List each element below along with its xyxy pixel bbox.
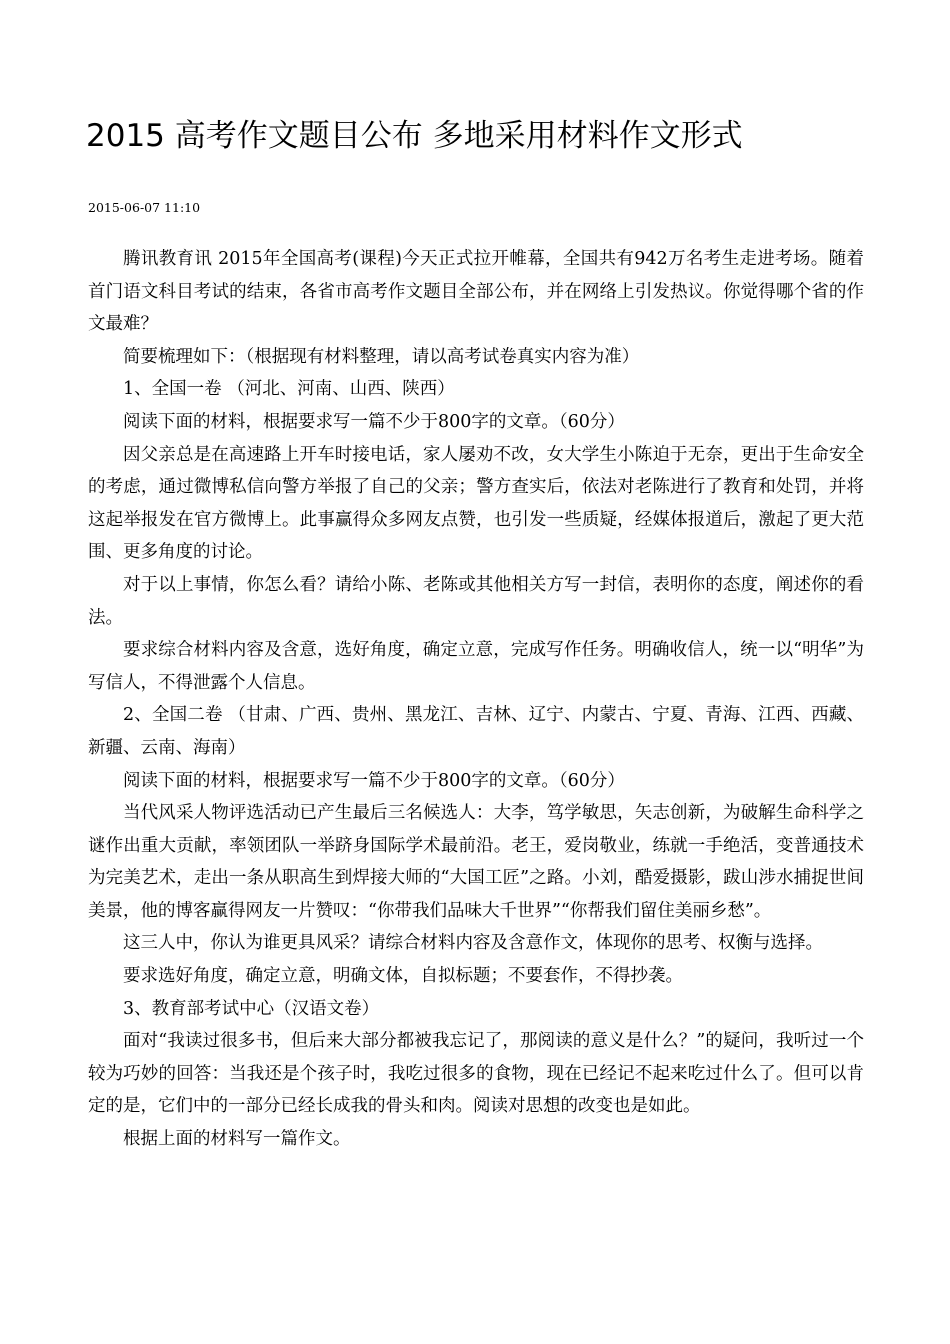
paragraph-intro: 腾讯教育讯 2015年全国高考(课程)今天正式拉开帷幕，全国共有942万名考生走进考场。随着首门语文科目考试的结束，各省市高考作文题目全部公布，并在网络上引发热议。你觉得哪个省的作文最难？	[88, 249, 864, 335]
paragraph-section-1-material: 因父亲总是在高速路上开车时接电话，家人屡劝不改，女大学生小陈迫于无奈，更出于生命安全的考虑，通过微博私信向警方举报了自己的父亲；警方查实后，依法对老陈进行了教育和处罚，并将这起举报发在官方微博上。此事赢得众多网友点赞，也引发一些质疑，经媒体报道后，激起了更大范围、更多角度的讨论。	[88, 444, 864, 563]
publish-date: 2015-06-07 11:10	[88, 200, 201, 215]
article-title: 2015 高考作文题目公布 多地采用材料作文形式	[86, 118, 743, 154]
paragraph-summary-note: 简要梳理如下：（根据现有材料整理，请以高考试卷真实内容为准）	[123, 346, 640, 367]
paragraph-section-2-instruction: 阅读下面的材料，根据要求写一篇不少于800字的文章。（60分）	[123, 770, 625, 791]
paragraph-section-2-question: 这三人中，你认为谁更具风采？请综合材料内容及含意作文，体现你的思考、权衡与选择。	[123, 933, 823, 954]
paragraph-section-1-requirement: 要求综合材料内容及含意，选好角度，确定立意，完成写作任务。明确收信人，统一以“明华”为写信人，不得泄露个人信息。	[88, 640, 864, 693]
paragraph-section-3-heading: 3、教育部考试中心（汉语文卷）	[123, 998, 380, 1019]
paragraph-section-2-heading: 2、全国二卷 （甘肃、广西、贵州、黑龙江、吉林、辽宁、内蒙古、宁夏、青海、江西、西藏、新疆、云南、海南）	[88, 705, 864, 758]
paragraph-section-3-instruction: 根据上面的材料写一篇作文。	[123, 1129, 351, 1150]
paragraph-section-1-instruction: 阅读下面的材料，根据要求写一篇不少于800字的文章。（60分）	[123, 411, 625, 432]
paragraph-section-1-heading: 1、全国一卷 （河北、河南、山西、陕西）	[123, 379, 455, 400]
paragraph-section-2-material: 当代风采人物评选活动已产生最后三名候选人：大李，笃学敏思，矢志创新，为破解生命科学之谜作出重大贡献，率领团队一举跻身国际学术最前沿。老王，爱岗敬业，练就一手绝活，变普通技术为完美艺术，走出一条从职高生到焊接大师的“大国工匠”之路。小刘，酷爱摄影，跋山涉水捕捉世间美景，他的博客赢得网友一片赞叹：“你带我们品味大千世界”“你帮我们留住美丽乡愁”。	[88, 803, 864, 921]
paragraph-section-2-requirement: 要求选好角度，确定立意，明确文体，自拟标题；不要套作，不得抄袭。	[123, 966, 683, 987]
paragraph-section-1-question: 对于以上事情，你怎么看？请给小陈、老陈或其他相关方写一封信，表明你的态度，阐述你的看法。	[88, 574, 864, 628]
paragraph-section-3-material: 面对“我读过很多书，但后来大部分都被我忘记了，那阅读的意义是什么？”的疑问，我听过一个较为巧妙的回答：当我还是个孩子时，我吃过很多的食物，现在已经记不起来吃过什么了。但可以肯定的是，它们中的一部分已经长成我的骨头和肉。阅读对思想的改变也是如此。	[88, 1031, 864, 1117]
article-body	[88, 243, 864, 1156]
